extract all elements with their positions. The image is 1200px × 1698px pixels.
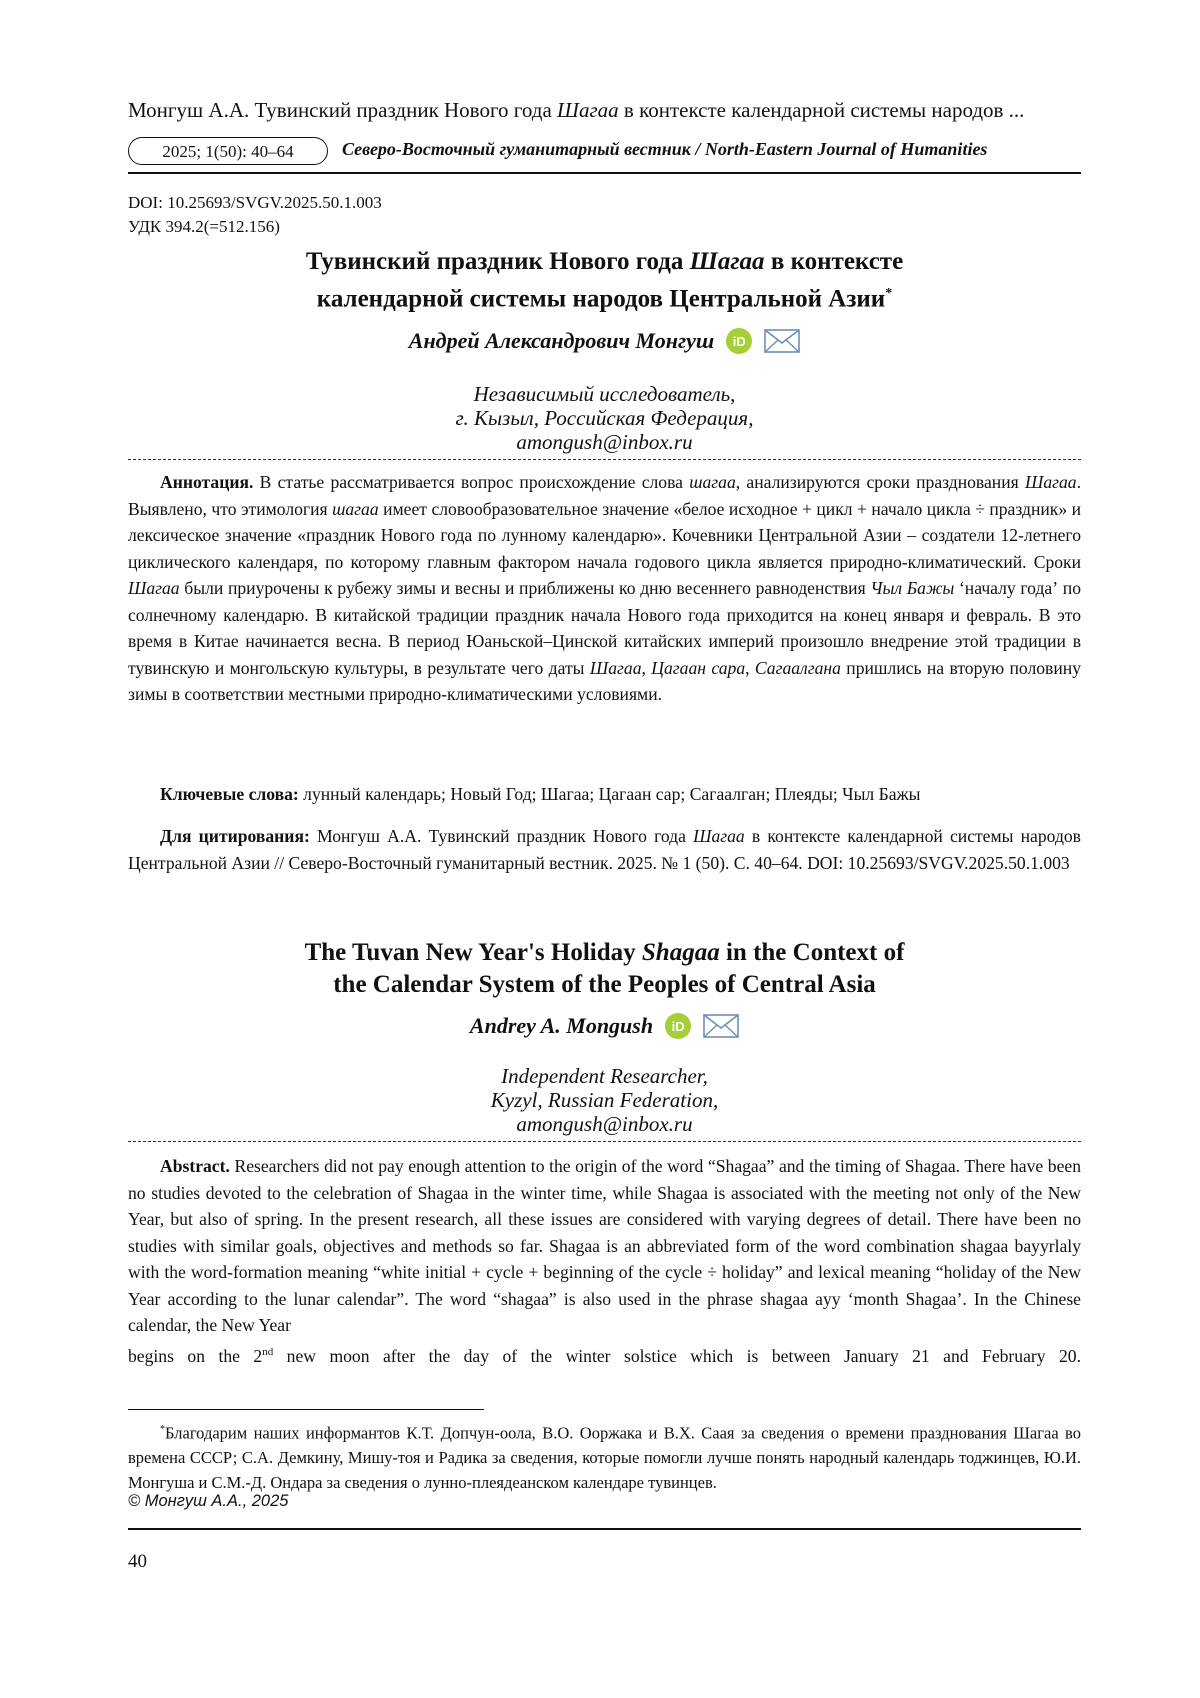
running-head: Монгуш А.А. Тувинский праздник Нового года Шагаа в контексте календарной системы народов ... [128,98,1025,122]
issue-badge: 2025; 1(50): 40–64 [128,137,328,165]
copyright: © Монгуш А.А., 2025 [128,1492,289,1510]
orcid-icon[interactable]: iD [726,328,752,354]
citation-ru: Для цитирования: Монгуш А.А. Тувинский праздник Нового года Шагаа в контексте календарной системы народов Центральной Азии // Северо-Восточный гуманитарный вестник. 2025. № 1 (50). С. 40–64. DOI: 10.25693/SVGV.2025.50.1.003 [128,826,1081,873]
abstract-en: Abstract. Researchers did not pay enough attention to the origin of the word “Shagaa” and the timing of Shagaa. There have been no studies devoted to the celebration of Shagaa in the winter time, while Shagaa is associated with the meeting not only of the New Year, but also of spring. In the present research, all these issues are considered with varying degrees of detail. There have been no studies with similar goals, objectives and methods so far. Shagaa is an abbreviated form of the word combination shagaa bayyrlaly with the word-formation meaning “white initial + cycle + beginning of the cycle ÷ holiday” and lexical meaning “holiday of the New Year according to the lunar calendar”. The word “shagaa” is also used in the phrase shagaa ayy ʻmonth Shagaaʼ. In the Chinese calendar, the New Year [128,1156,1081,1335]
affiliation-ru: Независимый исследователь, г. Кызыл, Российская Федерация, amongush@inbox.ru [128,382,1081,454]
udk-line: УДК 394.2(=512.156) [128,217,280,236]
author-en: Andrey A. Mongush iD [128,1013,1081,1039]
email-link-en[interactable]: amongush@inbox.ru [516,1112,693,1136]
email-link-ru[interactable]: amongush@inbox.ru [516,430,693,454]
header-rule [128,172,1081,174]
footnote-rule [128,1409,484,1410]
section-divider [128,459,1081,460]
journal-name: Северо-Восточный гуманитарный вестник / North-Eastern Journal of Humanities [342,139,988,159]
annotation-ru: Аннотация. В статье рассматривается вопрос происхождение слова шагаа, анализируются сроки празднования Шагаа. Выявлено, что этимология шагаа имеет словообразовательное значение «белое исходное + цикл + начало цикла ÷ праздник» и лексическое значение «праздник Нового года по лунному календарю». Кочевники Центральной Азии – создатели 12-летнего циклического календаря, по которому главным фактором начала годового цикла является природно-климатический. Сроки Шагаа были приурочены к рубежу зимы и весны и приближены ко дню весеннего равноденствия Чыл Бажы ʻначалу годаʼ по солнечному календарю. В китайской традиции праздник начала Нового года приходится на конец января и февраль. В это время в Китае начинается весна. В период Юаньской–Цинской китайских империй произошло внедрение этой традиции в тувинскую и монгольскую культуры, в результате чего даты Шагаа, Цагаан сара, Сагаалгана пришлись на вторую половину зимы в соответствии местными природно-климатическими условиями. [128,472,1082,704]
orcid-icon[interactable]: iD [665,1013,691,1039]
article-title-ru: Тувинский праздник Нового года Шагаа в контексте календарной системы народов Центральной Азии* [305,248,904,313]
mail-icon[interactable] [703,1014,739,1038]
author-ru: Андрей Александрович Монгуш iD [128,328,1081,354]
keywords-ru: Ключевые слова: лунный календарь; Новый Год; Шагаа; Цагаан сар; Сагаалган; Плеяды; Чыл Бажы [160,784,921,804]
section-divider [128,1141,1081,1142]
doi-line: DOI: 10.25693/SVGV.2025.50.1.003 [128,193,382,212]
mail-icon[interactable] [764,329,800,353]
footnote: *Благодарим наших информантов К.Т. Допчун-оола, В.О. Ооржака и В.Х. Саая за сведения о времени празднования Шагаа во времена СССР; С.А. Демкину, Мишу-тоя и Радика за сведения, которые помогли лучше понять народный календарь тоджинцев, Ю.И. Монгуша и С.М.-Д. Ондара за сведения о лунно-плеядеанском календаре тувинцев. [128,1423,1081,1492]
affiliation-en: Independent Researcher, Kyzyl, Russian Federation, amongush@inbox.ru [128,1064,1081,1136]
footnote-marker[interactable]: * [885,286,893,301]
abstract-en-last-line: begins on the 2nd new moon after the day of the winter solstice which is between January 21 and February 20. [128,1345,1082,1366]
article-title-en: The Tuvan New Year's Holiday Shagaa in the Context of the Calendar System of the Peoples of Central Asia [304,939,905,998]
footer-rule [128,1528,1081,1530]
page-number: 40 [128,1551,147,1572]
